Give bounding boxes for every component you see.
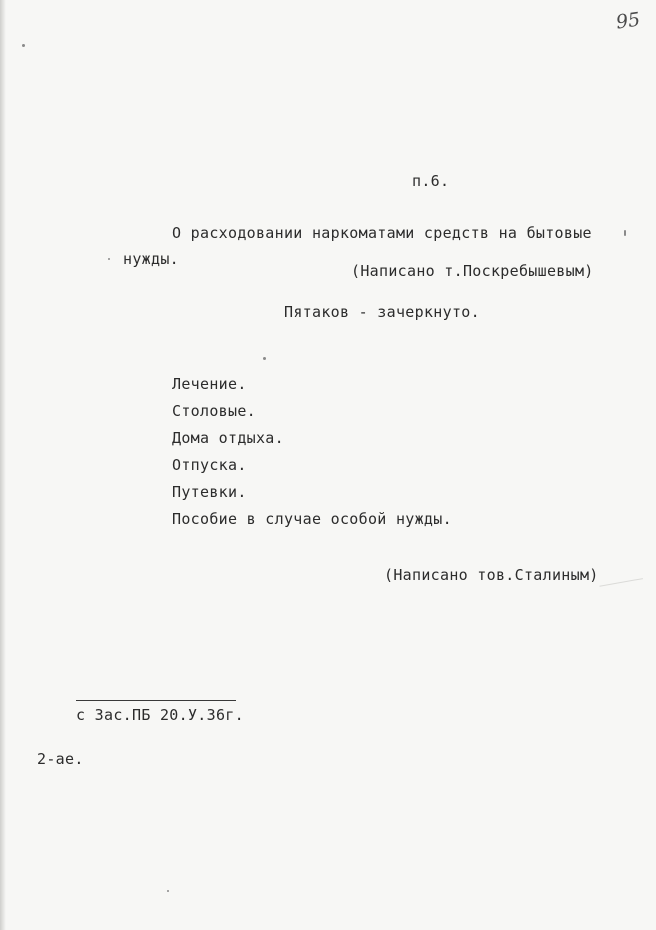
- list-item-treatment: Лечение.: [172, 375, 247, 393]
- handwritten-page-number: 95: [614, 8, 642, 34]
- title-line-1: О расходовании наркоматами средств на бытовые: [172, 224, 592, 242]
- ink-speck: [624, 230, 626, 236]
- ink-speck: [108, 258, 110, 260]
- item-number: п.6.: [412, 172, 450, 190]
- ink-speck: [263, 357, 266, 360]
- ink-speck: [167, 890, 169, 892]
- list-item-canteens: Столовые.: [172, 402, 256, 420]
- list-item-vouchers: Путевки.: [172, 483, 247, 501]
- footnote-divider: [76, 700, 236, 701]
- copy-mark: 2-ае.: [37, 750, 84, 768]
- faint-pencil-mark: [597, 564, 643, 586]
- list-item-rest-homes: Дома отдыха.: [172, 429, 284, 447]
- crossed-out-note: Пятаков - зачеркнуто.: [284, 303, 480, 321]
- title-line-2: нужды.: [123, 250, 179, 268]
- ink-speck: [22, 44, 25, 47]
- note-stalin: (Написано тов.Сталиным): [384, 566, 599, 584]
- list-item-special-allowance: Пособие в случае особой нужды.: [172, 510, 452, 528]
- page-edge-shadow: [0, 0, 6, 930]
- source-reference: с Зас.ПБ 20.У.36г.: [76, 706, 244, 724]
- note-poskrebyshev: (Написано т.Поскребышевым): [351, 262, 594, 280]
- list-item-vacations: Отпуска.: [172, 456, 247, 474]
